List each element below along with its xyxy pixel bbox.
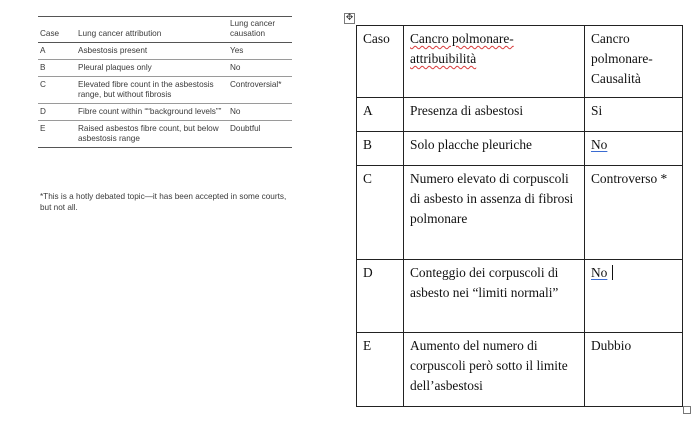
it-cell-case[interactable]: E xyxy=(357,333,404,407)
it-cell-attribution[interactable]: Aumento del numero di corpuscoli però sotto il limite dell’asbestosi xyxy=(404,333,585,407)
en-cell-attribution: Elevated fibre count in the asbestosis range, but without fibrosis xyxy=(76,77,228,104)
en-footnote: *This is a hotly debated topic—it has been accepted in some courts, but not all. xyxy=(40,192,287,212)
it-cell-causation[interactable]: Si xyxy=(585,98,683,132)
it-header-case[interactable]: Caso xyxy=(357,26,404,98)
it-cell-case[interactable]: B xyxy=(357,132,404,166)
it-header-row[interactable] xyxy=(357,26,683,98)
en-cell-attribution: Fibre count within ““background levels”” xyxy=(76,104,228,121)
it-cell-causation-text: No xyxy=(591,137,608,152)
it-header-attribution-text: Cancro polmonare-attribuibilità xyxy=(410,31,514,66)
it-row-d[interactable] xyxy=(357,260,683,333)
en-cell-attribution: Raised asbestos fibre count, but below asbestosis range xyxy=(76,121,228,148)
en-cell-case: C xyxy=(38,77,76,104)
en-row-b xyxy=(38,60,292,77)
it-cell-attribution[interactable]: Numero elevato di corpuscoli di asbesto in assenza di fibrosi polmonare xyxy=(404,166,585,260)
en-row-e xyxy=(38,121,292,148)
italian-translation-table[interactable] xyxy=(356,25,683,407)
it-cell-causation[interactable] xyxy=(585,132,683,166)
it-row-c[interactable] xyxy=(357,166,683,260)
it-header-causation[interactable]: Cancro polmonare-Causalità xyxy=(585,26,683,98)
en-row-a xyxy=(38,43,292,60)
en-cell-case: E xyxy=(38,121,76,148)
en-row-c xyxy=(38,77,292,104)
it-cell-attribution[interactable]: Solo placche pleuriche xyxy=(404,132,585,166)
it-cell-causation[interactable]: Dubbio xyxy=(585,333,683,407)
en-cell-attribution: Asbestosis present xyxy=(76,43,228,60)
table-resize-handle[interactable] xyxy=(683,406,691,414)
en-cell-causation: Yes xyxy=(228,43,292,60)
it-row-e[interactable] xyxy=(357,333,683,407)
it-cell-causation[interactable] xyxy=(585,260,683,333)
it-cell-case[interactable]: C xyxy=(357,166,404,260)
en-cell-case: A xyxy=(38,43,76,60)
it-cell-case[interactable]: A xyxy=(357,98,404,132)
it-row-a[interactable] xyxy=(357,98,683,132)
en-header-row xyxy=(38,17,292,43)
en-cell-attribution: Pleural plaques only xyxy=(76,60,228,77)
en-row-d xyxy=(38,104,292,121)
it-row-b[interactable] xyxy=(357,132,683,166)
it-cell-case[interactable]: D xyxy=(357,260,404,333)
english-source-table xyxy=(38,16,292,148)
it-header-attribution[interactable] xyxy=(404,26,585,98)
en-cell-causation: Doubtful xyxy=(228,121,292,148)
en-cell-case: D xyxy=(38,104,76,121)
en-header-causation: Lung cancer causation xyxy=(228,17,292,43)
it-cell-causation[interactable]: Controverso * xyxy=(585,166,683,260)
it-cell-attribution[interactable]: Conteggio dei corpuscoli di asbesto nei “limiti normali” xyxy=(404,260,585,333)
en-cell-causation: No xyxy=(228,104,292,121)
en-header-attribution: Lung cancer attribution xyxy=(76,17,228,43)
en-cell-causation: Controversial* xyxy=(228,77,292,104)
en-cell-case: B xyxy=(38,60,76,77)
en-header-case: Case xyxy=(38,17,76,43)
it-cell-causation-text: No xyxy=(591,265,608,280)
table-move-handle-icon[interactable]: ✥ xyxy=(345,13,354,23)
text-cursor xyxy=(612,265,613,280)
it-cell-attribution[interactable]: Presenza di asbestosi xyxy=(404,98,585,132)
en-cell-causation: No xyxy=(228,60,292,77)
